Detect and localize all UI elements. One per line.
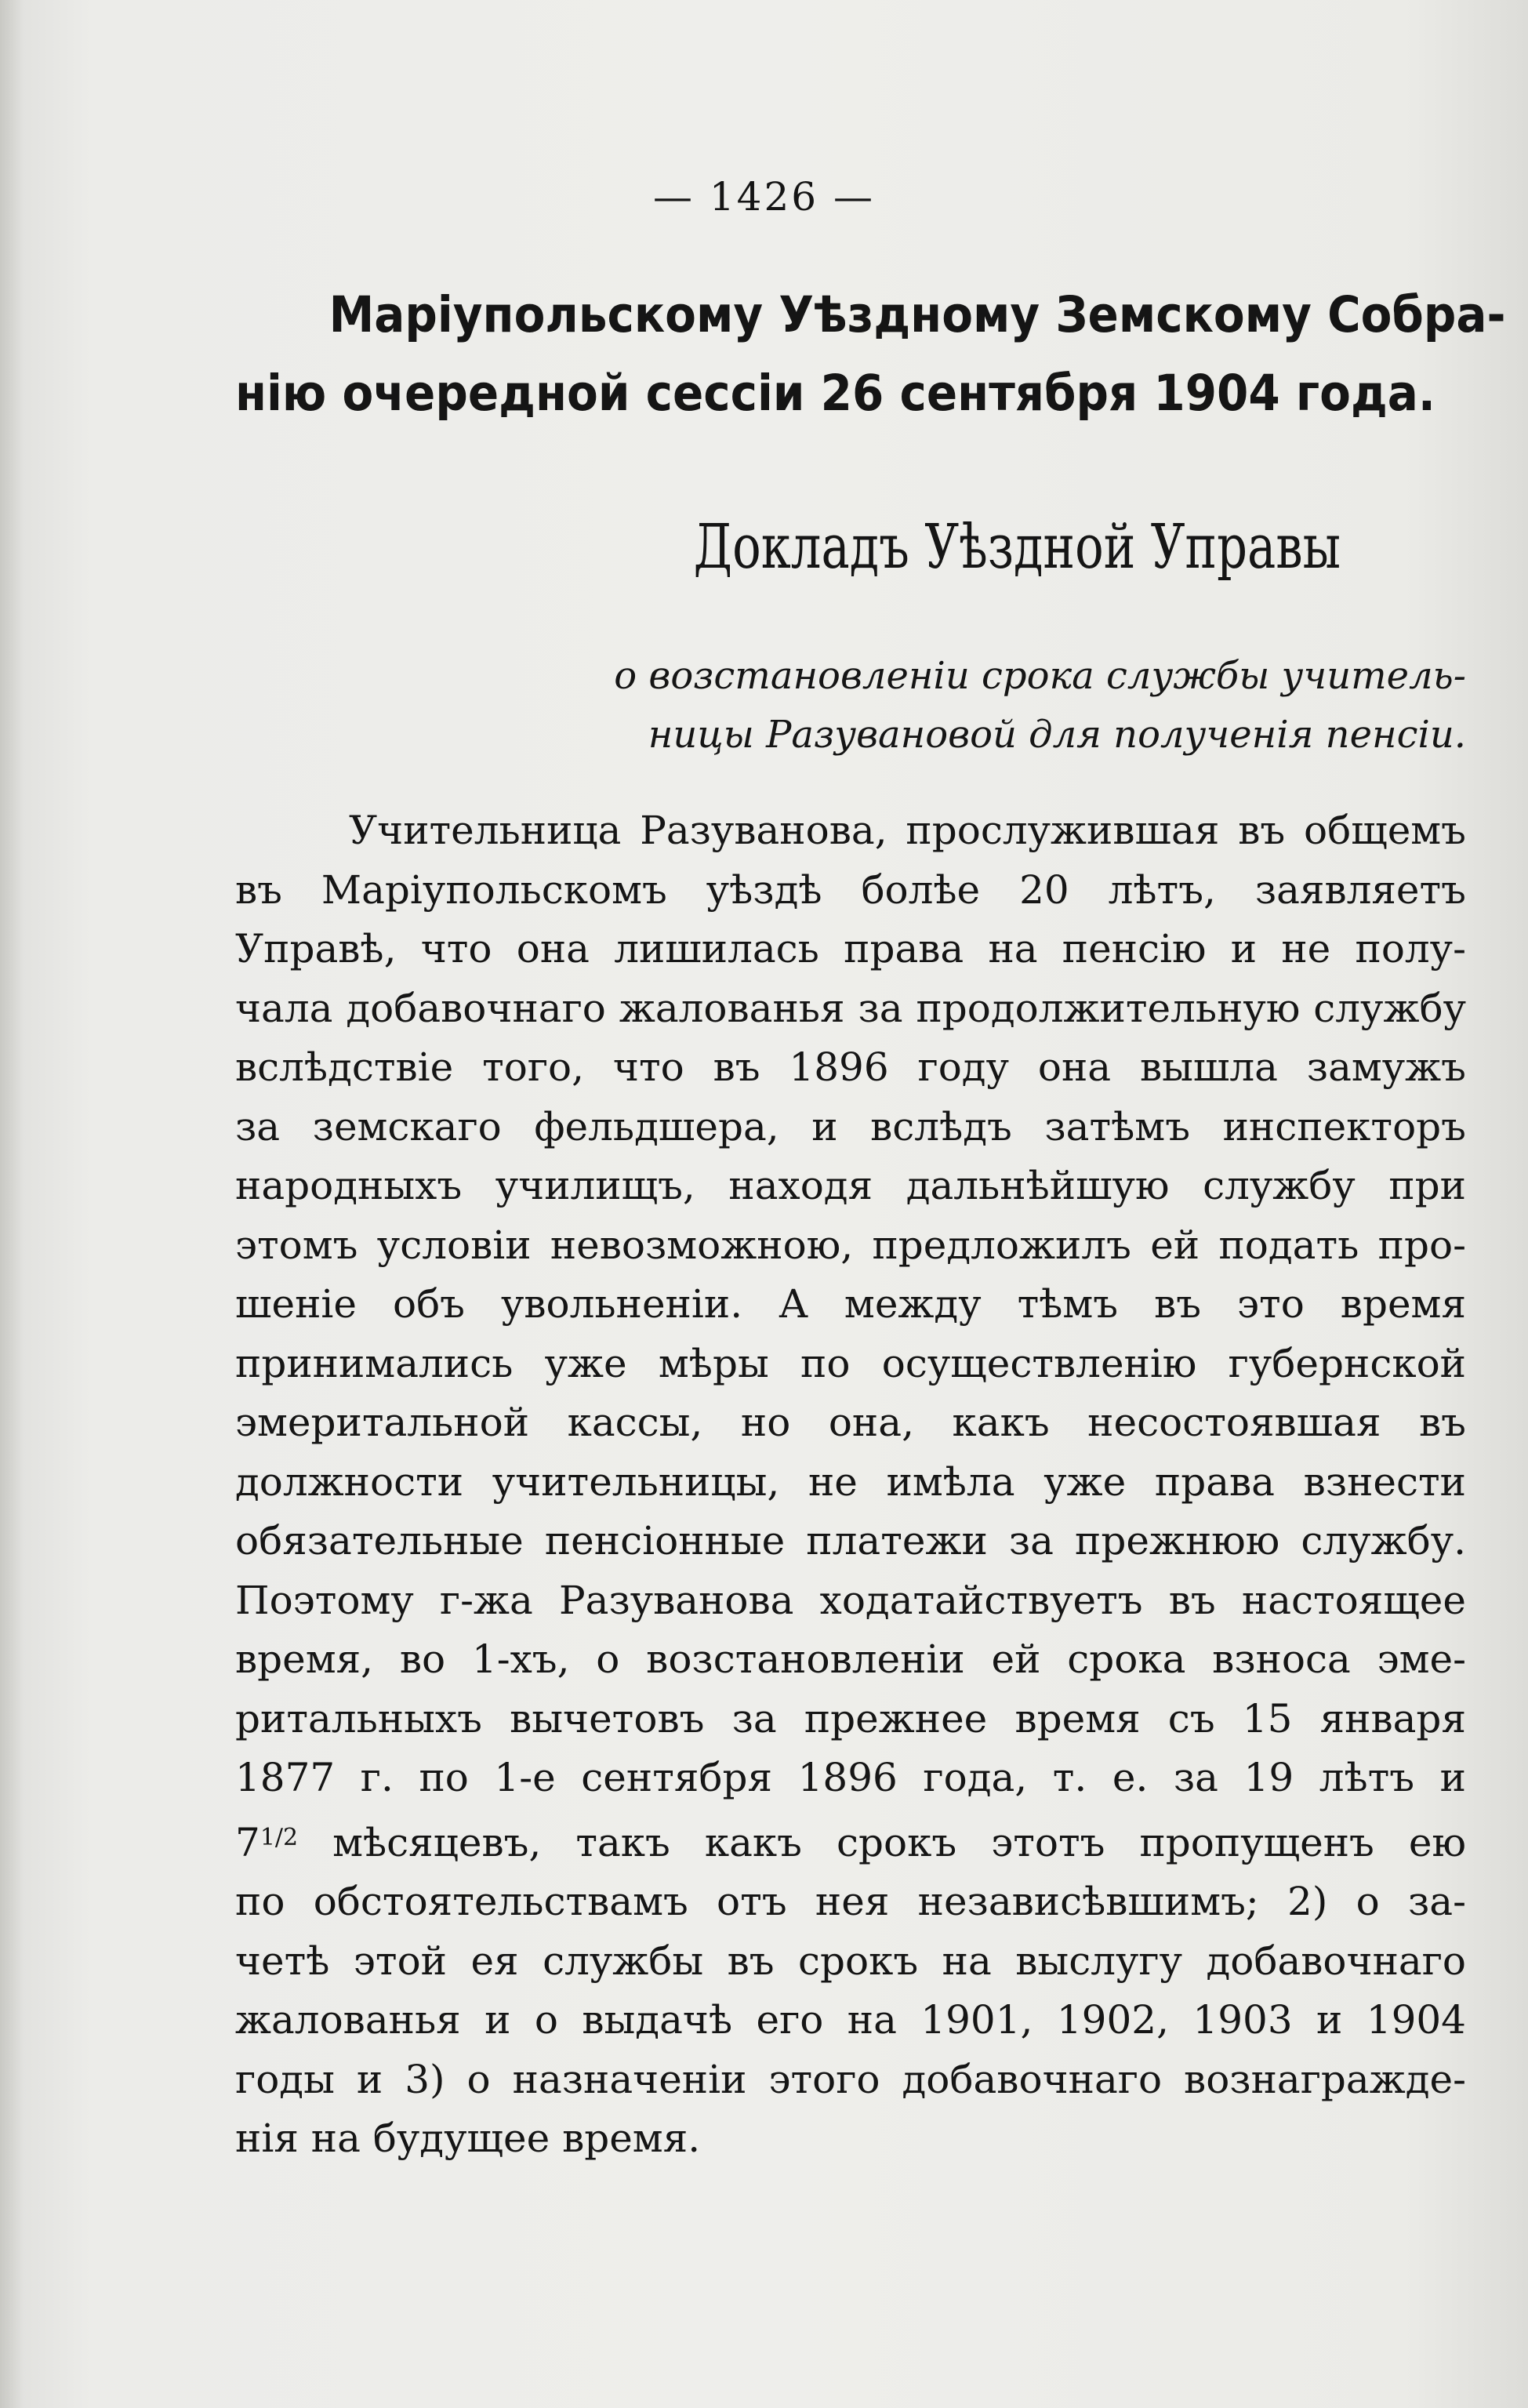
subtitle-line: о возстановленіи срока службы учитель-	[614, 654, 1466, 698]
subtitle	[439, 647, 1466, 765]
body-line: четѣ этой ея службы въ срокъ на выслугу добавочнаго	[235, 1938, 1466, 1984]
report-title: Докладъ Уѣздной Управы	[693, 512, 1341, 583]
body-line: принимались уже мѣры по осуществленію губернской	[235, 1340, 1466, 1386]
heading-line: нію очередной сессіи 26 сентября 1904 года.	[235, 365, 1435, 422]
body-line: за земскаго фельдшера, и вслѣдъ затѣмъ инспекторъ	[235, 1103, 1466, 1150]
body-line: время, во 1-хъ, о возстановленіи ей срока взноса эме-	[235, 1636, 1466, 1682]
body-line: народныхъ училищъ, находя дальнѣйшую службу при	[235, 1163, 1466, 1208]
body-line: ритальныхъ вычетовъ за прежнее время съ 15 января	[235, 1695, 1466, 1742]
fraction-rest: мѣсяцевъ, такъ какъ срокъ этотъ пропущенъ ею	[298, 1819, 1466, 1865]
body-line: Управѣ, что она лишилась права на пенсію и не полу-	[235, 926, 1466, 972]
body-line: обязательные пенсіонные платежи за прежнюю службу.	[235, 1518, 1466, 1564]
fraction-half: 1/2	[260, 1823, 299, 1851]
subtitle-line: ницы Разувановой для полученія пенсіи.	[648, 713, 1466, 757]
body-line: эмеритальной кассы, но она, какъ несостоявшая въ	[235, 1400, 1466, 1445]
heading	[235, 276, 1506, 433]
body-line: этомъ условіи невозможною, предложилъ ей подать про-	[235, 1222, 1466, 1268]
body-line-fraction	[235, 1808, 1466, 1873]
body-line: въ Маріупольскомъ уѣздѣ болѣе 20 лѣтъ, заявляетъ	[235, 866, 1466, 913]
body-line: вслѣдствіе того, что въ 1896 году она вышла замужъ	[235, 1044, 1466, 1090]
body-line: нія на будущее время.	[235, 2116, 701, 2161]
body-line: Поэтому г-жа Разуванова ходатайствуетъ въ настоящее	[235, 1577, 1466, 1623]
body-line: чала добавочнаго жалованья за продолжительную службу	[235, 985, 1466, 1031]
body-line: 1877 г. по 1-е сентября 1896 года, т. е. за 19 лѣтъ и	[235, 1755, 1466, 1800]
body-text	[235, 801, 1466, 2169]
page-edge-shadow	[0, 0, 24, 2408]
heading-line: Маріупольскому Уѣздному Земскому Собра-	[328, 286, 1506, 343]
page-number: — 1426 —	[652, 174, 876, 220]
fraction-whole: 7	[235, 1819, 260, 1865]
body-line: по обстоятельствамъ отъ нея независѣвшимъ; 2) о за-	[235, 1879, 1466, 1924]
body-line: годы и 3) о назначеніи этого добавочнаго вознагражде-	[235, 2056, 1466, 2102]
body-line: жалованья и о выдачѣ его на 1901, 1902, 1903 и 1904	[235, 1997, 1466, 2043]
body-line: шеніе объ увольненіи. А между тѣмъ въ это время	[235, 1281, 1466, 1327]
body-line: должности учительницы, не имѣла уже права взнести	[235, 1458, 1466, 1505]
body-line: Учительница Разуванова, прослужившая въ общемъ	[349, 808, 1466, 853]
